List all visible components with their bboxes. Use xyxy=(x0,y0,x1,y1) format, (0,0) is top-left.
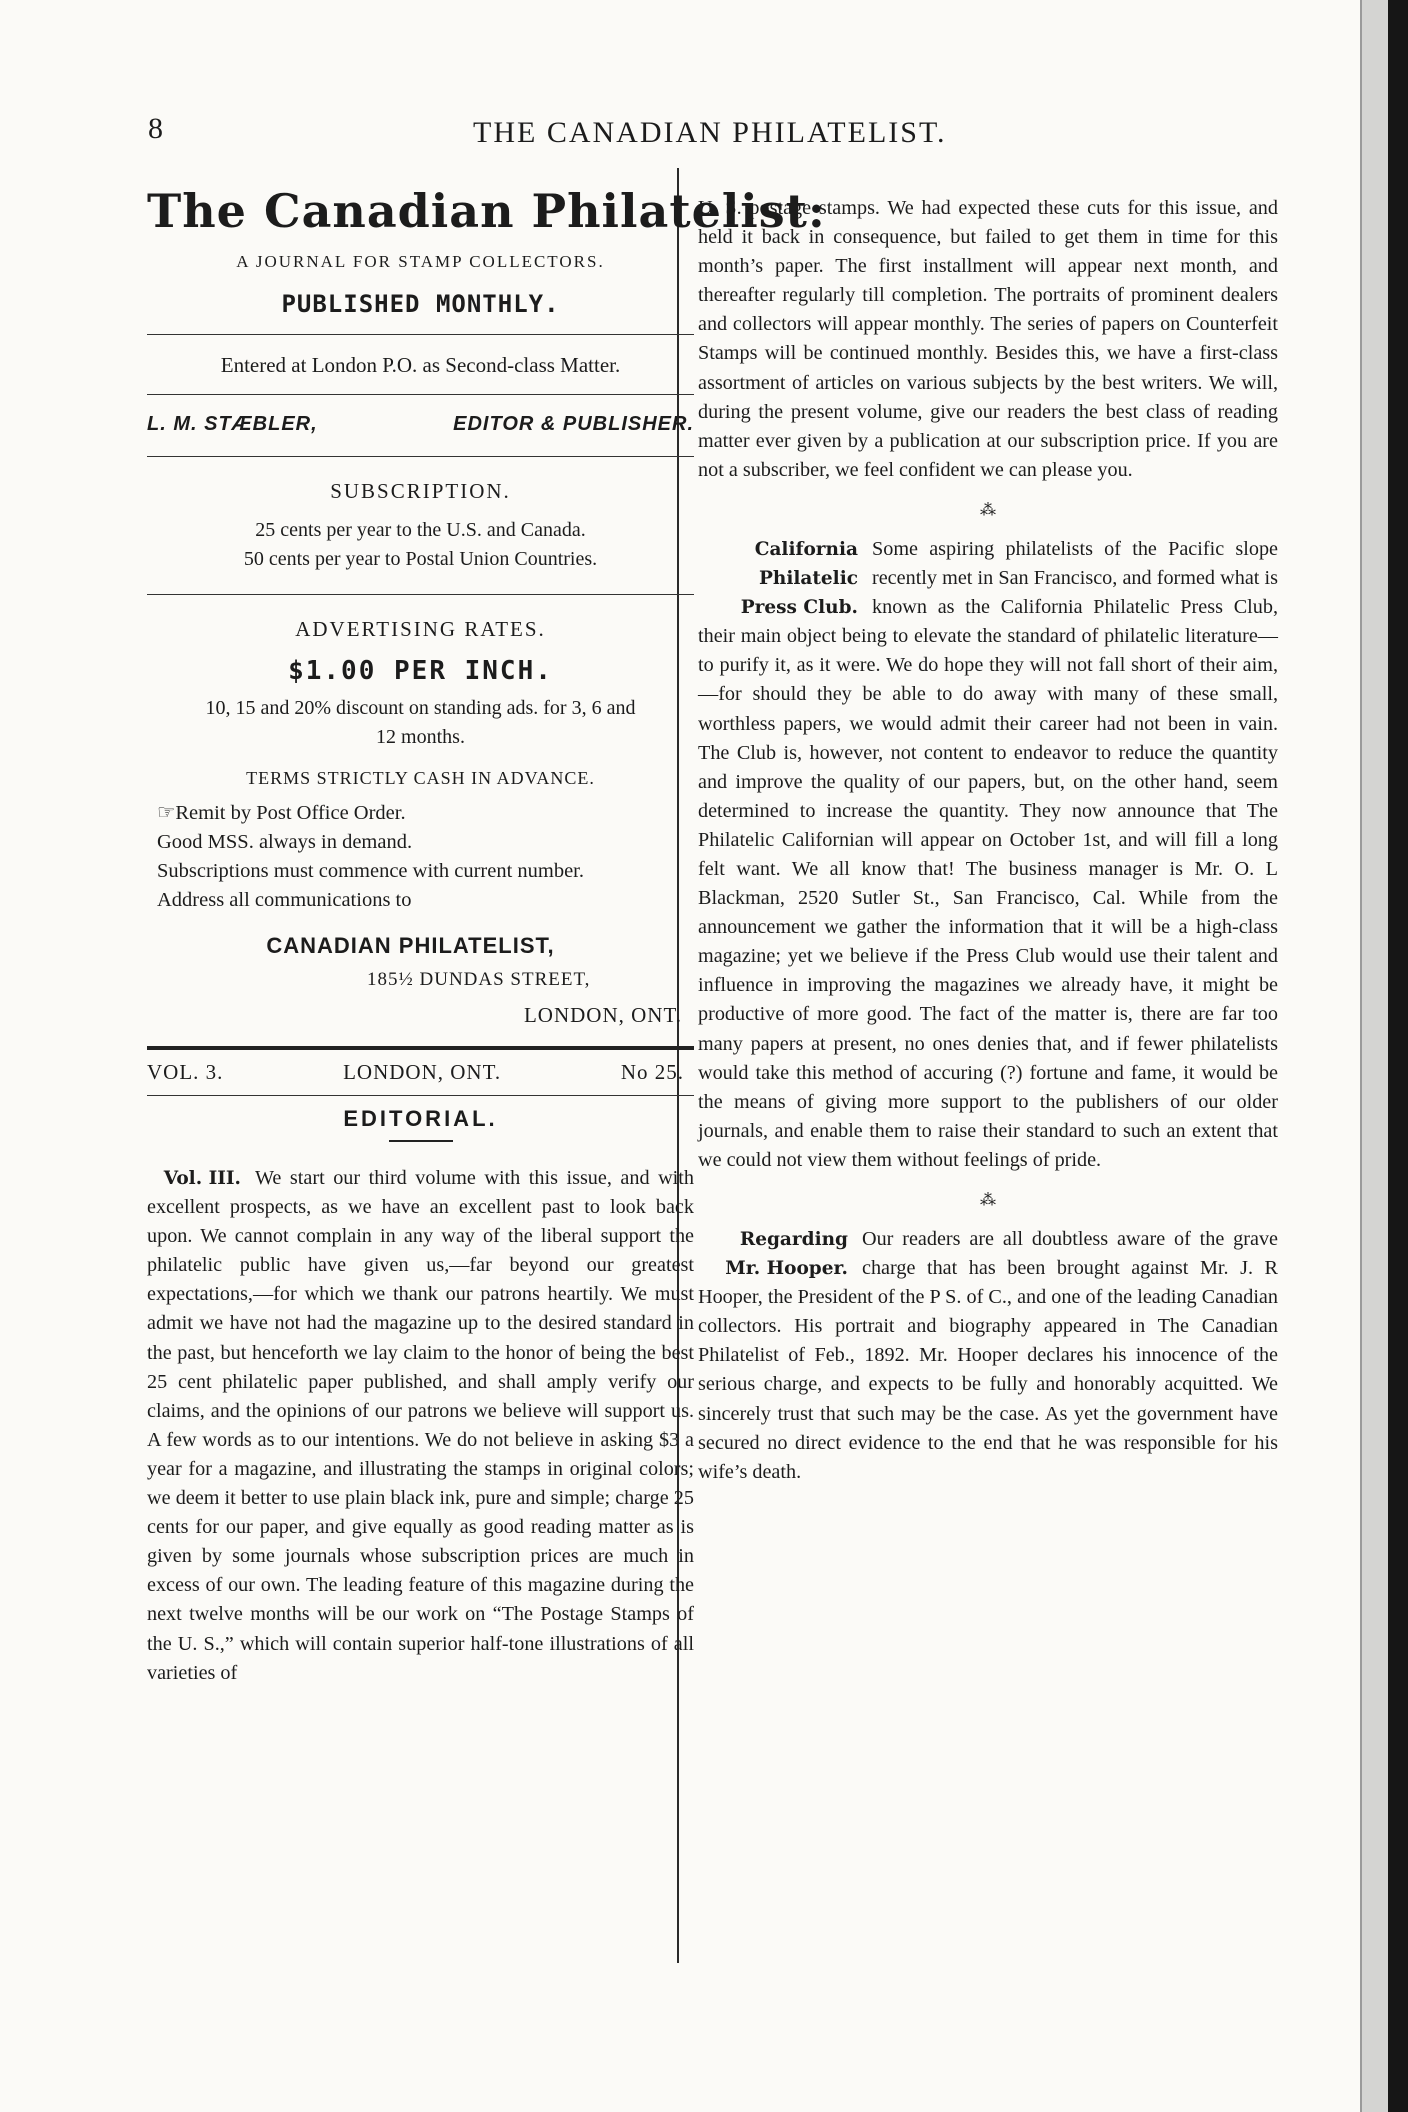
vol3-text: We start our third volume with this issue, and with excellent prospects, as we have an excellent past to look back upon. We cannot complain in any way of the liberal support the philatelic public have given us,—far beyond our greatest expectations,—for which we thank our patrons heartily. We must admit we have not had the magazine up to the desired standard in the past, but henceforth we lay claim to the honor of being the best 25 cent philatelic paper published, and shall amply verify our claims, and the opinions of our patrons we believe will support us. A few words as to our intentions. We do not believe in asking $3 a year for a magazine, and illustrating the stamps in original colors; we deem it better to use plain black ink, pure and simple; charge 25 cents for our paper, and give equally as good reading matter as is given by some journals whose subscription prices are much in excess of our own. The leading feature of this magazine during the next twelve months will be our work on “The Postage Stamps of the U. S.,” which will contain superior half-tone illustrations of all varieties of xyxy=(147,1167,694,1684)
press-club-sidehead xyxy=(698,535,872,622)
sidehead-line: Regarding xyxy=(739,1229,848,1250)
sidehead-line: California xyxy=(754,538,858,560)
divider xyxy=(147,594,694,595)
issue-place: LONDON, ONT. xyxy=(343,1060,502,1084)
subscription-lines xyxy=(147,516,694,574)
discount-line: 12 months. xyxy=(376,726,465,748)
divider xyxy=(147,1095,694,1096)
short-rule xyxy=(389,1140,453,1142)
divider xyxy=(147,334,694,335)
vol3-sidehead: Vol. III. xyxy=(163,1168,241,1189)
terms-line: TERMS STRICTLY CASH IN ADVANCE. xyxy=(246,768,595,788)
address-name: CANADIAN PHILATELIST, xyxy=(266,933,555,958)
scan-edge-dark xyxy=(1388,0,1408,2112)
editor-role: EDITOR & PUBLISHER. xyxy=(453,413,694,435)
masthead-title: The Canadian Philatelist: xyxy=(147,184,826,238)
running-head xyxy=(148,112,978,154)
sidehead-line: Press Club. xyxy=(740,596,858,618)
note-line: Subscriptions must commence with current number. xyxy=(157,860,585,882)
divider xyxy=(147,394,694,395)
subscription-heading: SUBSCRIPTION. xyxy=(330,479,511,503)
issue-volume: VOL. 3. xyxy=(147,1060,224,1084)
editor-line xyxy=(147,413,694,436)
vol3-continued: U. S. postage stamps. We had expected these cuts for this issue, and held it back in consequence, but failed to get them in time for this month’s paper. The first installment will appear next month, and thereafter regularly till completion. The portraits of prominent dealers and collectors will appear monthly. The series of papers on Counterfeit Stamps will be continued monthly. Besides this, we have a first-class assortment of articles on various subjects by the best writers. We will, during the present volume, give our readers the best class of reading matter ever given by a publication at our subscription price. If you are not a subscriber, we feel confident we can please you. xyxy=(698,197,1278,481)
editorial-heading: EDITORIAL. xyxy=(343,1106,498,1131)
issue-line xyxy=(147,1050,694,1095)
subscription-line: 25 cents per year to the U.S. and Canada. xyxy=(255,519,586,541)
page-number: 8 xyxy=(148,112,163,145)
subscription-line: 50 cents per year to Postal Union Countries. xyxy=(243,548,598,570)
sidehead-line: Philatelic xyxy=(758,567,858,589)
editorial-vol3 xyxy=(147,1164,694,1688)
note-line: Good MSS. always in demand. xyxy=(157,831,413,853)
divider xyxy=(147,456,694,457)
masthead-frequency: PUBLISHED MONTHLY. xyxy=(281,290,560,318)
section-stars: ⁂ xyxy=(980,1192,996,1209)
right-column xyxy=(698,168,1278,1487)
editorial-press-club xyxy=(698,535,1278,1175)
note-line: Address all communications to xyxy=(157,889,412,911)
advertising-notes xyxy=(147,799,694,915)
editor-name: L. M. STÆBLER, xyxy=(147,413,318,435)
running-title: THE CANADIAN PHILATELIST. xyxy=(473,116,947,149)
press-club-text: Some aspiring philatelists of the Pacific slope recently met in San Francisco, and formed what is known as the California Philatelic Press Club, their main object being to elevate the standard of philatelic literature—to purify it, as it were. We do hope they will not fall short of their aim,—for should they be able to do away with many of these small, worthless papers, we would admit their career had not been in vain. The Club is, however, not content to endeavor to reduce the quantity and improve the quality of our papers, but, on the other hand, seem determined to increase the quantity. They now announce that The Philatelic Californian will appear on October 1st, and will fill a long felt want. We all know that! The business manager is Mr. O. L Blackman, 2520 Sutler St., San Francisco, Cal. While from the announcement we gather the information that it will be a high-class magazine; yet we believe if the Press Club would use their talent and influence in improving the magazines we already have, it might be productive of more good. The fact of the matter is, there are far too many papers at present, no ones denies that, and if fewer philatelists would take this method of accuring (?) fortune and fame, it would be the means of giving more support to the publishers of our older journals, and enable them to raise their standard to such an extent that we could not view them without feelings of pride. xyxy=(698,537,1278,1171)
masthead-tagline: A JOURNAL FOR STAMP COLLECTORS. xyxy=(236,252,605,271)
advertising-heading: ADVERTISING RATES. xyxy=(295,617,546,641)
section-stars: ⁂ xyxy=(980,501,996,519)
sidehead-line: Mr. Hooper. xyxy=(725,1258,848,1279)
entered-notice: Entered at London P.O. as Second-class Matter. xyxy=(220,353,621,377)
hooper-sidehead xyxy=(698,1225,862,1283)
scan-edge-gray xyxy=(1360,0,1388,2112)
editorial-hooper xyxy=(698,1225,1278,1487)
issue-number: No 25. xyxy=(620,1060,684,1084)
advertising-rate: $1.00 PER INCH. xyxy=(288,656,553,686)
discount-line: 10, 15 and 20% discount on standing ads. for 3, 6 and xyxy=(205,697,636,719)
address-street: 185½ DUNDAS STREET, xyxy=(367,969,591,990)
hooper-text: Our readers are all doubtless aware of the grave charge that has been brought against Mr. J. R Hooper, the President of the P S. of C., and one of the leading Canadian collectors. His portrait and biography appeared in The Canadian Philatelist of Feb., 1892. Mr. Hooper declares his innocence of the serious charge, and expects to be fully and honorably acquitted. We sincerely trust that such may be the case. As yet the government have secured no direct evidence to the end that he was responsible for his wife’s death. xyxy=(698,1228,1278,1483)
address-city: LONDON, ONT. xyxy=(523,1003,682,1027)
note-line: ☞Remit by Post Office Order. xyxy=(157,802,406,824)
